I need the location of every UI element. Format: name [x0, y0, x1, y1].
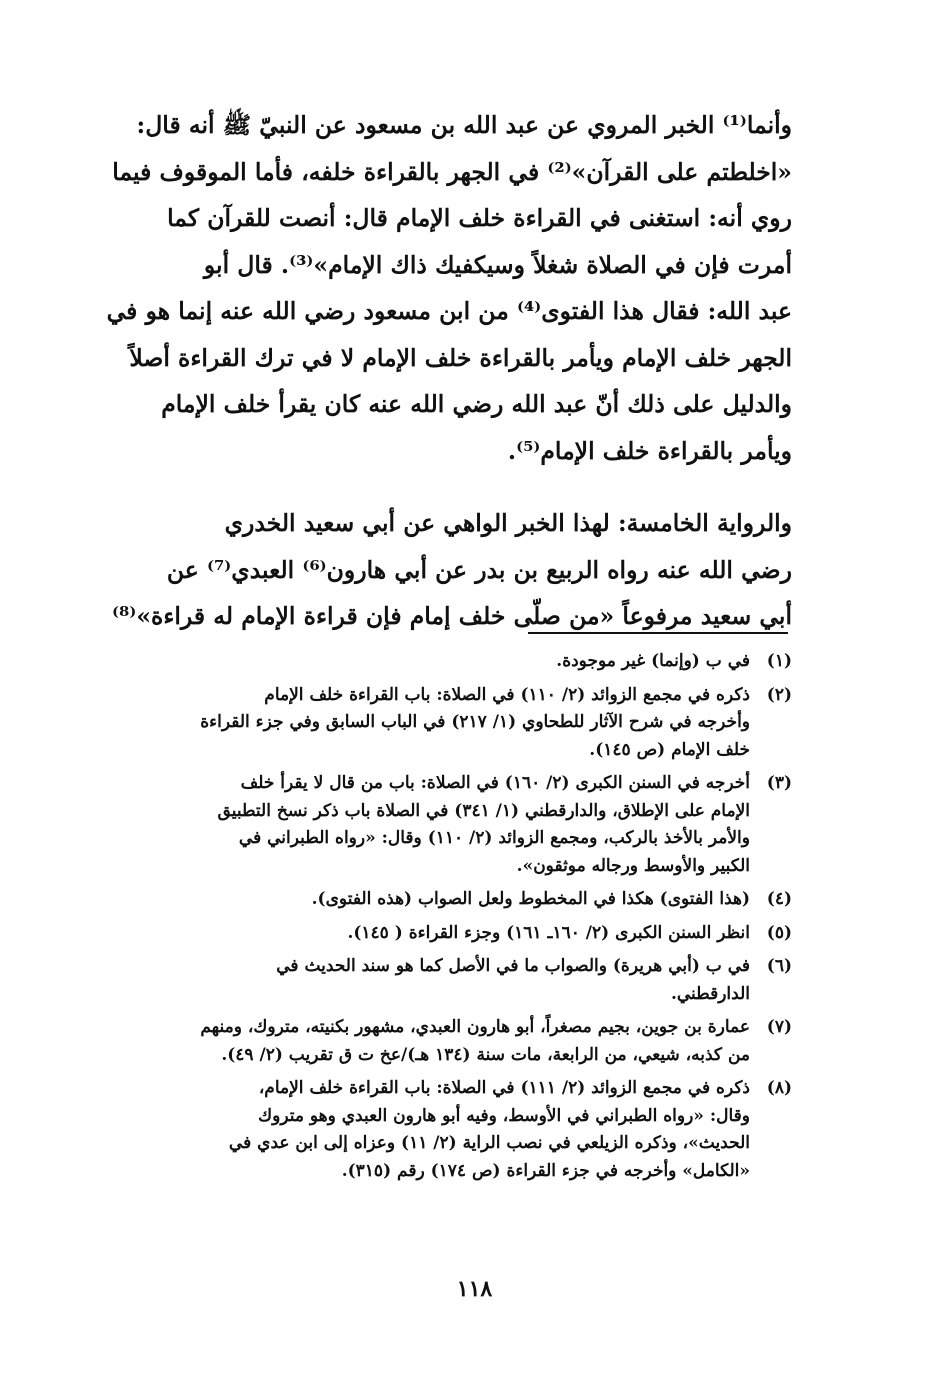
footnote-number: (٨): [766, 1078, 792, 1098]
text-line: وأنما⁽¹⁾ الخبر المروي عن عبد الله بن مسعود عن النبيّ ﷺ أنه قال:: [136, 111, 792, 139]
paragraph-1: [98, 102, 792, 474]
footnote-line: الكبير والأوسط ورجاله موثقون».: [516, 855, 750, 876]
text-line: ويأمر بالقراءة خلف الإمام⁽⁵⁾.: [507, 436, 792, 465]
footnote-line: انظر السنن الكبرى (٢/ ١٦٠ـ ١٦١) وجزء القراءة ( ١٤٥).: [347, 922, 750, 943]
text-line: والرواية الخامسة: لهذا الخبر الواهي عن أبي سعيد الخدري: [224, 509, 792, 537]
footnote-line: خلف الإمام (ص ١٤٥).: [589, 739, 750, 760]
footnote: [98, 1014, 792, 1069]
text-line: الجهر خلف الإمام ويأمر بالقراءة خلف الإمام لا في ترك القراءة أصلاً: [129, 343, 792, 372]
main-text: [98, 102, 792, 640]
footnote: [98, 1075, 792, 1185]
footnote-number: (٧): [766, 1017, 792, 1037]
footnote-number: (١): [766, 651, 792, 671]
footnote-line: الحديث»، وذكره الزيلعي في نصب الراية (٢/ ١١) وعزاه إلى ابن عدي في: [228, 1133, 750, 1153]
text-line: روي أنه: استغنى في القراءة خلف الإمام قال: أنصت للقرآن كما: [167, 204, 792, 232]
footnote-line: ذكره في مجمع الزوائد (٢/ ١١٠) في الصلاة: باب القراءة خلف الإمام: [264, 684, 750, 705]
footnote: [98, 920, 792, 948]
paragraph-2: [98, 500, 792, 640]
footnote-line: أخرجه في السنن الكبرى (٢/ ١٦٠) في الصلاة: باب من قال لا يقرأ خلف: [240, 773, 750, 793]
footnote-line: من كذبه، شيعي، من الرابعة، مات سنة (١٣٤ هـ)/عخ ت ق تقريب (٢/ ٤٩).: [221, 1044, 750, 1065]
footnote-text: [98, 648, 750, 676]
footnote-text: [98, 920, 750, 948]
footnote-line: في ب (أبي هريرة) والصواب ما في الأصل كما هو سند الحديث في: [276, 956, 750, 976]
footnote-line: وأخرجه في شرح الآثار للطحاوي (١/ ٢١٧) في الباب السابق وفي جزء القراءة: [200, 712, 750, 732]
text-line: أبي سعيد مرفوعاً «من صلّى خلف إمام فإن قراءة الإمام له قراءة»⁽⁸⁾: [112, 602, 792, 630]
text-line: والدليل على ذلك أنّ عبد الله رضي الله عنه كان يقرأ خلف الإمام: [161, 390, 792, 418]
text-line: عبد الله: فقال هذا الفتوى⁽⁴⁾ من ابن مسعود رضي الله عنه إنما هو في: [106, 297, 792, 325]
footnote-line: (هذا الفتوى) هكذا في المخطوط ولعل الصواب (هذه الفتوى).: [311, 889, 750, 909]
footnote: [98, 770, 792, 880]
footnote: [98, 648, 792, 676]
page-number: ١١٨: [456, 1276, 493, 1302]
text-line: أمرت فإن في الصلاة شغلاً وسيكفيك ذاك الإمام»⁽³⁾. قال أبو: [203, 250, 792, 279]
footnote: [98, 886, 792, 914]
footnote-text: [98, 886, 750, 914]
footnote-number: (٦): [766, 956, 792, 976]
footnote-text: [98, 770, 750, 880]
footnote-text: [98, 1075, 750, 1185]
footnote-line: الدارقطني.: [670, 983, 750, 1004]
footnote-line: في ب (وإنما) غير موجودة.: [556, 651, 750, 671]
footnote-text: [98, 682, 750, 765]
footnotes: [98, 648, 792, 1191]
footnote: [98, 682, 792, 765]
footnote-text: [98, 953, 750, 1008]
text-line: رضي الله عنه رواه الربيع بن بدر عن أبي هارون⁽⁶⁾ العبدي⁽⁷⁾ عن: [166, 555, 792, 584]
footnote-separator: [528, 632, 788, 634]
footnote-number: (٣): [766, 773, 792, 793]
footnote-number: (٤): [766, 889, 792, 909]
footnote-line: ذكره في مجمع الزوائد (٢/ ١١١) في الصلاة: باب القراءة خلف الإمام،: [258, 1078, 750, 1098]
footnote-line: عمارة بن جوين، بجيم مصغراً، أبو هارون العبدي، مشهور بكنيته، متروك، ومنهم: [200, 1017, 750, 1037]
footnote: [98, 953, 792, 1008]
footnote-text: [98, 1014, 750, 1069]
footnote-line: وقال: «رواه الطبراني في الأوسط، وفيه أبو هارون العبدي وهو متروك: [258, 1105, 750, 1126]
footnote-line: «الكامل» وأخرجه في جزء القراءة (ص ١٧٤) رقم (٣١٥).: [341, 1160, 750, 1181]
text-line: «اخلطتم على القرآن»⁽²⁾ في الجهر بالقراءة خلفه، فأما الموقوف فيما: [112, 157, 792, 186]
footnote-number: (٢): [766, 684, 792, 705]
footnote-line: والأمر بالأخذ بالركب، ومجمع الزوائد (٢/ ١١٠) وقال: «رواه الطبراني في: [238, 828, 750, 848]
footnote-number: (٥): [766, 922, 792, 943]
footnote-line: الإمام على الإطلاق، والدارقطني (١/ ٣٤١) في الصلاة باب ذكر نسخ التطبيق: [217, 800, 750, 821]
